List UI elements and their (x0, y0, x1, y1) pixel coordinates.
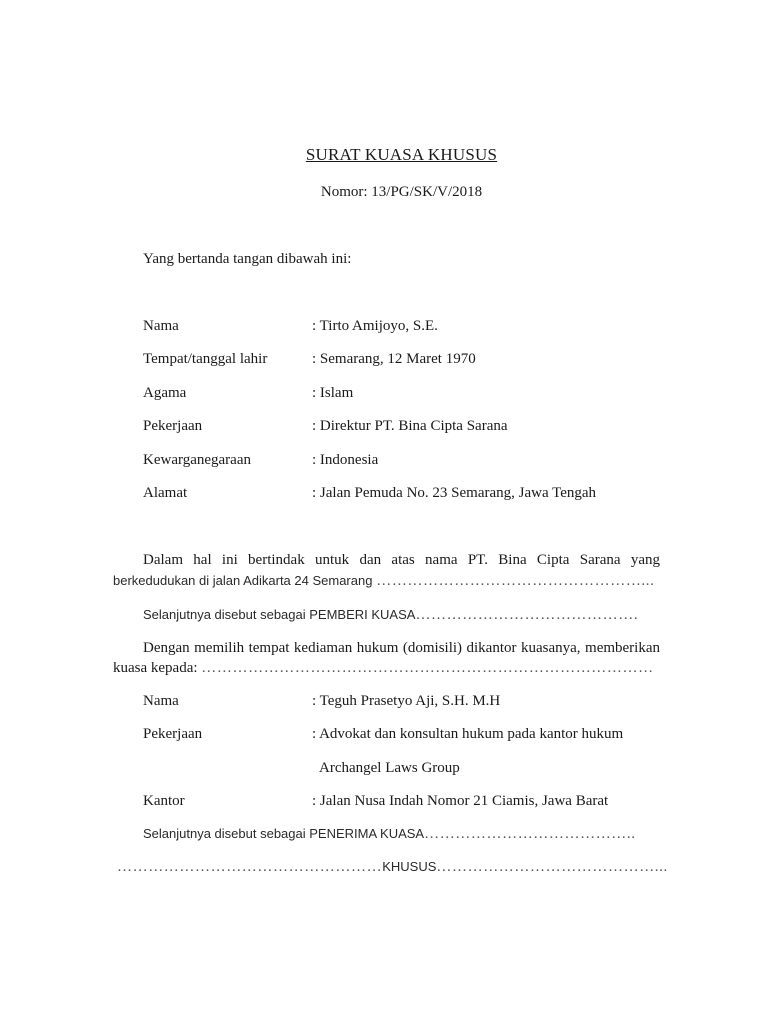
khusus-text: KHUSUS (382, 859, 437, 874)
pemberi-label-pekerjaan: Pekerjaan (143, 418, 203, 434)
para2-line2 (113, 660, 654, 677)
penerima-value-kantor-hukum: Archangel Laws Group (319, 760, 460, 776)
penerima-kuasa-line (143, 826, 636, 843)
pemberi-value-ttl: : Semarang, 12 Maret 1970 (312, 351, 476, 367)
para1-line2-dots: ……………………………………………... (376, 573, 655, 589)
khusus-dots-right: ……………………………………... (436, 859, 668, 875)
para1-line2 (113, 573, 654, 590)
pemberi-label-alamat: Alamat (143, 485, 188, 501)
penerima-kuasa-text: Selanjutnya disebut sebagai PENERIMA KUASA (143, 826, 425, 841)
para2-line2-dots: …………………………………………………………………………… (201, 660, 654, 676)
pemberi-kuasa-dots: ……………………………………. (415, 607, 639, 623)
document-title: SURAT KUASA KHUSUS (305, 145, 498, 164)
penerima-label-kantor: Kantor (143, 793, 185, 809)
pemberi-label-ttl: Tempat/tanggal lahir (143, 351, 268, 367)
penerima-label-nama: Nama (143, 693, 179, 709)
pemberi-label-nama: Nama (143, 318, 179, 334)
penerima-value-pekerjaan: : Advokat dan konsultan hukum pada kantor hukum (312, 726, 624, 742)
pemberi-value-pekerjaan: : Direktur PT. Bina Cipta Sarana (312, 418, 508, 434)
pemberi-label-agama: Agama (143, 385, 187, 401)
khusus-line (117, 859, 668, 876)
pemberi-label-kewarganegaraan: Kewarganegaraan (143, 452, 251, 468)
pemberi-kuasa-line (143, 607, 638, 624)
penerima-label-pekerjaan: Pekerjaan (143, 726, 203, 742)
para1-line2-text: berkedudukan di jalan Adikarta 24 Semarang (113, 573, 373, 588)
para2-line1: Dengan memilih tempat kediaman hukum (domisili) dikantor kuasanya, memberikan (143, 640, 660, 656)
intro-text: Yang bertanda tangan dibawah ini: (143, 251, 352, 267)
para2-line2-text: kuasa kepada: (113, 660, 198, 676)
penerima-value-kantor: : Jalan Nusa Indah Nomor 21 Ciamis, Jawa Barat (312, 793, 609, 809)
pemberi-value-agama: : Islam (312, 385, 354, 401)
pemberi-kuasa-text: Selanjutnya disebut sebagai PEMBERI KUASA (143, 607, 416, 622)
para1-line1: Dalam hal ini bertindak untuk dan atas nama PT. Bina Cipta Sarana yang (143, 552, 660, 568)
document-number: Nomor: 13/PG/SK/V/2018 (320, 184, 483, 200)
penerima-value-nama: : Teguh Prasetyo Aji, S.H. M.H (312, 693, 501, 709)
khusus-dots-left: …………………………………………… (117, 859, 383, 875)
pemberi-value-nama: : Tirto Amijoyo, S.E. (312, 318, 438, 334)
pemberi-value-kewarganegaraan: : Indonesia (312, 452, 379, 468)
penerima-kuasa-dots: ………………………………….. (424, 826, 636, 842)
pemberi-value-alamat: : Jalan Pemuda No. 23 Semarang, Jawa Tengah (312, 485, 597, 501)
